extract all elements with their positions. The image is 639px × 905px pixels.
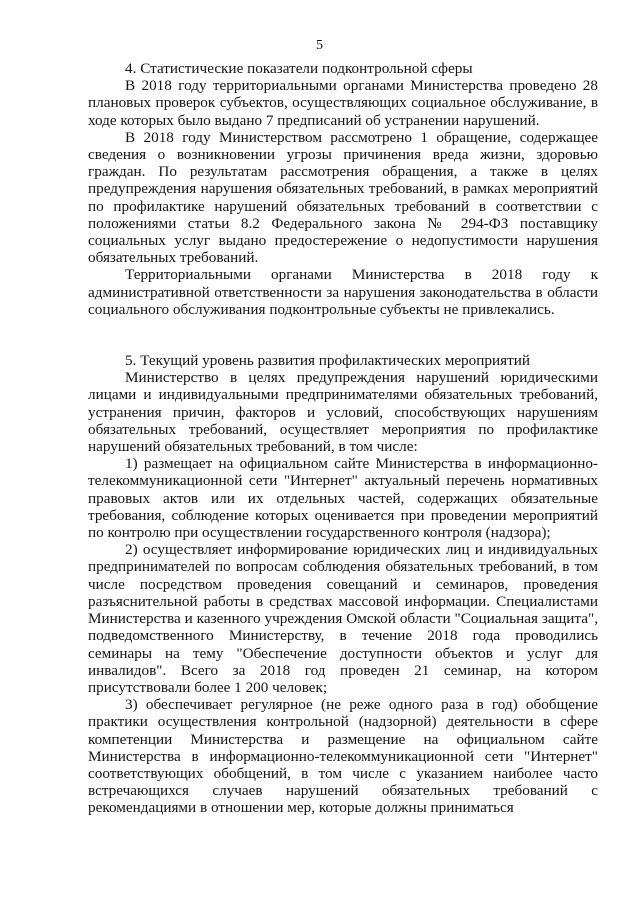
section-heading: 4. Статистические показатели подконтрольной сферы <box>125 60 473 77</box>
list-item: 1) размещает на официальном сайте Министерства в информационно-телекоммуникационной сети "Интернет" актуальный перечень нормативных правовых актов или их отдельных частей, содержащих обязательные требования, соблюдение которых оценивается при проведении мероприятий по контролю при осуществлении государственного контроля (надзора); <box>88 455 598 542</box>
section-gap <box>88 318 598 352</box>
paragraph: В 2018 году Министерством рассмотрено 1 обращение, содержащее сведения о возникновении угрозы причинения вреда жизни, здоровью граждан. По результатам рассмотрения обращения, а также в целях предупреждения нарушения обязательных требований, в рамках мероприятий по профилактике нарушений обязательных требований в соответствии с положениями статьи 8.2 Федерального закона № 294-ФЗ поставщику социальных услуг выдано предостережение о недопустимости нарушения обязательных требований. <box>88 128 598 267</box>
section-prevention <box>88 352 598 816</box>
paragraph: Территориальными органами Министерства в 2018 году к административной ответственности за нарушения законодательства в области социального обслуживания подконтрольные субъекты не привлекались. <box>88 266 598 318</box>
page-body <box>88 60 598 817</box>
list-item: 2) осуществляет информирование юридических лиц и индивидуальных предпринимателей по вопросам соблюдения обязательных требований, в том числе посредством проведения совещаний и семинаров, проведения разъяснительной работы в средствах массовой информации. Специалистами Министерства и казенного учреждения Омской области "Социальная защита", подведомственного Министерству, в течение 2018 года проводились семинары на тему "Обеспечение доступности объектов и услуг для инвалидов". Всего за 2018 год проведен 21 семинар, на котором присутствовали более 1 200 человек; <box>88 541 598 696</box>
section-heading: 5. Текущий уровень развития профилактических мероприятий <box>125 352 530 370</box>
paragraph: В 2018 году территориальными органами Министерства проведено 28 плановых проверок субъектов, осуществляющих социальное обслуживание, в ходе которых было выдано 7 предписаний об устранении нарушений. <box>88 77 598 129</box>
page-number: 5 <box>316 38 323 53</box>
section-statistics <box>88 60 598 318</box>
list-item: 3) обеспечивает регулярное (не реже одного раза в год) обобщение практики осуществления контрольной (надзорной) деятельности в сфере компетенции Министерства и размещение на официальном сайте Министерства в информационно-телекоммуникационной сети "Интернет" соответствующих обобщений, в том числе с указанием наиболее часто встречающихся случаев нарушений обязательных требований с рекомендациями в отношении мер, которые должны приниматься <box>88 696 598 817</box>
paragraph: Министерство в целях предупреждения нарушений юридическими лицами и индивидуальными предпринимателями обязательных требований, устранения причин, факторов и условий, способствующих нарушениям обязательных требований, осуществляет мероприятия по профилактике нарушений обязательных требований, в том числе: <box>88 369 598 456</box>
